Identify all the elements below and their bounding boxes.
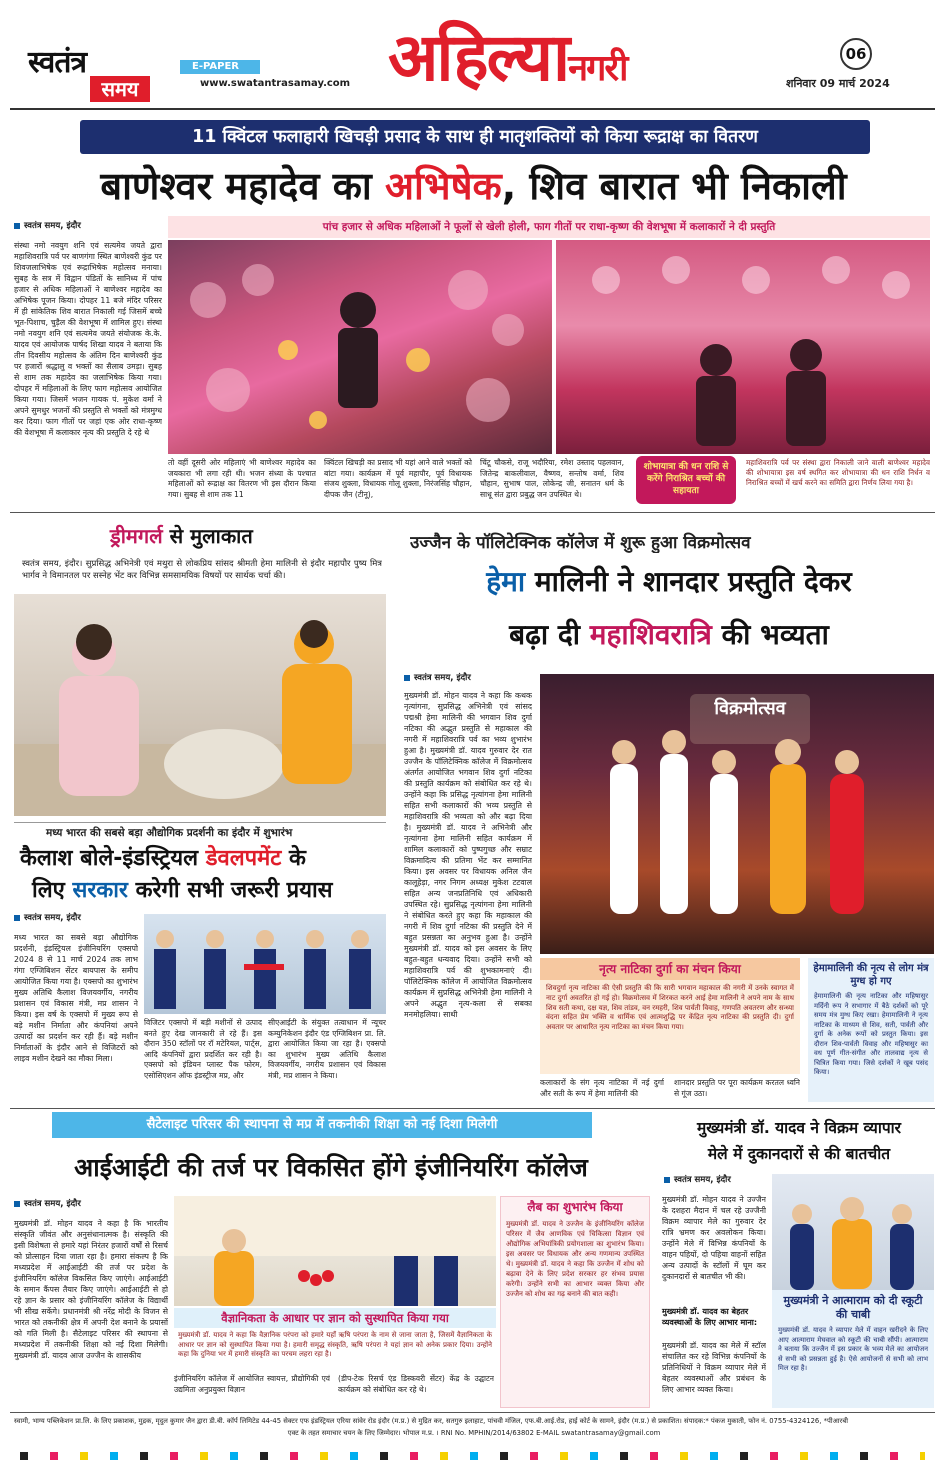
divider-1 <box>10 512 935 513</box>
story3-box2-title: हेमामालिनी की नृत्य से लोग मंत्र मुग्ध हो गए <box>813 963 929 987</box>
story1-body: संस्था नमो नवयुग शनि एवं सत्यमेव जयते द्वारा महाशिवरात्रि पर्व पर बाणगंगा स्थित बाणेश्वरी कुंड पर शिवजलाभिषेक एवं रूद्राभिषेक महोत्सव मनाया। सुबह के सत्र में विद्वान पंडितों के सानिध्य में पांच हजार से अधिक महिलाओं ने बाणेश्वर महादेव का अभिषेक पूजन किया। दोपहर 11 बजे मंदिर परिसर में ही सांकेतिक शिव बारात निकाली गई जिसमें बच्चे भूत-पिशाच, चुड़ैल की वेशभूषा में शामिल हुए। संस्था नमो नवयुग शनि एवं सत्यमेव जयते संयोजक के.के. यादव एवं आयोजक पार्षद शिखा यादव ने बताया कि तीन दिवसीय महोत्सव के अंतिम दिन बाणेश्वरी कुंड पर हजारों श्रद्धालु व भक्तों का सैलाब उमड़ा। सुबह से शाम तक महादेव का जलाभिषेक किया गया। दोपहर में महिलाओं के लिए फाग महोत्सव आयोजित किया गया। जिसमें भजन गायक पं. मुकेश वर्मा ने अपने सुमधुर भजनों की प्रस्तुति से भक्तों को मंत्रमुग्ध कर दिया। फाग गीतों पर जहां एक ओर राधा-कृष्ण की वेशभूषा में कलाकार नृत्य की प्रस्तुति दे रहे थे <box>14 241 162 437</box>
story4-line2-b: सरकार <box>72 878 128 903</box>
story6-photo-caption: मुख्यमंत्री ने आत्माराम को दी स्कूटी की चाबी <box>783 1294 923 1321</box>
story1-headline <box>16 160 931 212</box>
story2-head-a: ड्रीमगर्ल <box>110 524 163 548</box>
story4-line1 <box>20 844 306 874</box>
story1-badge1-text: शोभायात्रा की धन राशि से करेंगे निराश्रित बच्चों की सहायता <box>643 462 729 496</box>
story1-col2: तो वहीं दूसरी ओर महिलाएं भी बाणेश्वर महादेव का जयकारा भी लगा रही थी। भजन संध्या के पश्चात महिलाओं को रूद्राक्ष का वितरण भी इस दौरान किया गया। सुबह से शाम तक 11 <box>168 458 316 499</box>
story5-kicker: सैटेलाइट परिसर की स्थापना से मप्र में तकनीकी शिक्षा को नई दिशा मिलेगी <box>146 1117 498 1132</box>
story4-line1-b: डेवलपमेंट <box>205 846 282 871</box>
story5-caption-tail1: इंजीनियरिंग कॉलेज में आयोजित स्वायत्त, प्रौद्योगिकी एवं उद्यमिता अनुप्रयुक्त विज्ञान <box>174 1374 330 1394</box>
story4-line1-a: कैलाश बोले-इंडस्ट्रियल <box>20 846 206 871</box>
footer-divider <box>10 1412 935 1413</box>
story3-box1-title: नृत्य नाटिका दुर्गा का मंचन किया <box>540 958 800 980</box>
iit-photo-art <box>174 1196 496 1306</box>
story3-box2 <box>808 958 934 1102</box>
story4-kicker: मध्य भारत की सबसे बड़ा औद्योगिक प्रदर्शनी का इंदौर में शुभारंभ <box>46 827 293 839</box>
story5-caption-tail2: (डीप-टेक रिसर्च एंड डिस्कवरी सेंटर) केंद्र के उद्घाटन कार्यक्रम को संबोधित कर रहे थे। <box>338 1374 494 1394</box>
story3-line2-c: की भव्यता <box>711 618 829 651</box>
story3-byline: स्वतंत्र समय, इंदौर <box>404 672 471 683</box>
brand-bottom-box <box>90 76 150 102</box>
story3-box1-tail2: शानदार प्रस्तुति पर पूरा कार्यक्रम करतल ध्वनि से गूंज उठा। <box>674 1078 800 1098</box>
registration-marks <box>20 1452 925 1460</box>
story5-headline: आईआईटी की तर्ज पर विकसित होंगे इंजीनियरिंग कॉलेज <box>74 1153 588 1182</box>
story6-byline: स्वतंत्र समय, इंदौर <box>664 1174 731 1185</box>
epaper-badge: E-PAPER <box>180 60 260 74</box>
story4-byline: स्वतंत्र समय, इंदौर <box>14 912 81 923</box>
story3-line2 <box>404 612 934 658</box>
issue-date: शनिवार 09 मार्च 2024 <box>786 77 890 90</box>
story3-body: मुख्यमंत्री डॉ. मोहन यादव ने कहा कि कथक नृत्यांगना, सुप्रसिद्ध अभिनेत्री एवं सांसद पद्मश्री हेमा मालिनी की भगवान शिव दुर्गा नटिका की अद्भुत प्रस्तुति से महाकाल की नगरी में महाशिवरात्रि पर्व का भव्य शुभारंभ हुआ है। मुख्यमंत्री डॉ. यादव गुरुवार देर रात उज्जैन के पॉलिटेक्निक कॉलेज में विक्रमोत्सव अंतर्गत आयोजित भगवान शिव दुर्गा नटिका की प्रस्तुति कार्यक्रम को संबोधित कर रहे थे। उन्होंने कहा कि प्रसिद्ध नृत्यांगना हेमा मालिनी सहित सभी कलाकारों की भव्य प्रस्तुति से महाशिवरात्रि की भव्यता को और बढ़ा दिया है। मुख्यमंत्री डॉ. यादव ने अभिनेत्री और नृत्यांगना हेमा मालिनी सहित कार्यक्रम में शामिल कलाकारों को पुष्पगुच्छ और सम्राट विक्रमादित्य की प्रतिमा भेंट कर सम्मानित किया। इस अवसर पर विधायक अनिल जैन कालूहेड़ा, नगर निगम अध्यक्ष मुकेश टटवाल सहित अन्य जनप्रतिनिधि एवं अधिकारी उपस्थित रहे। सुप्रसिद्ध नृत्यांगना हेमा मालिनी ने संबोधित करते हुए कहा कि महाकाल की नगरी में शिव दुर्गा नटिका की प्रस्तुति देने में बहुत प्रसन्नता का अनुभव हुआ है। उन्होंने मुख्यमंत्री डॉ. यादव को इस अवसर के लिए बहुत-बहुत धन्यवाद दिया। उन्होंने सभी को महाशिवरात्रि पर्व की शुभकामनाएं दी। पॉलिटेक्निक कॉलेज में आयोजित विक्रमोत्सव कार्यक्रम में सुप्रसिद्ध अभिनेत्री हेमा मालिनी ने अपने अद्भुत नृत्य-कला से सबका मनमोहलिया। साथी <box>404 691 532 1019</box>
story4-line1-c: के <box>281 846 306 871</box>
story5-photo <box>174 1196 496 1306</box>
brand-top: स्वतंत्र <box>28 45 87 80</box>
story5-caption-body: मुख्यमंत्री डॉ. यादव ने कहा कि वैज्ञानिक परंपरा को हमारे यहाँ ऋषि परंपरा के नाम से जाना जाता है, जिसमें वैज्ञानिकता के आधार पर ज्ञान को सुस्थापित किया गया है। हमारी समृद्ध संस्कृति, ऋषि परंपरा ने यहां ज्ञान को अनेक प्रकार दिया। उन्होंने कहा कि दुनिया भर में हमारी संस्कृति का परचम लहरा रहा है। <box>178 1331 492 1359</box>
paper-title <box>388 18 626 109</box>
story3-line2-a: बढ़ा दी <box>509 618 590 651</box>
meeting-photo-art <box>14 594 386 816</box>
story1-badge1 <box>636 456 736 504</box>
story6-photo-caption-box <box>772 1290 934 1408</box>
brand-bottom: समय <box>101 77 139 101</box>
story6-subhead: मुख्यमंत्री डॉ. यादव का बेहतर व्यवस्थाओं के लिए आभार माना: <box>662 1307 758 1327</box>
story2-head-b: से मुलाकात <box>162 524 253 548</box>
story6-headline2: मेले में दुकानदारों से की बातचीत <box>707 1145 891 1163</box>
story3-box1-tail: कलाकारों के संग नृत्य नाटिका में नई दुर्गा और सती के रूप में हेमा मालिनी की <box>540 1078 664 1098</box>
story6-body2: मुख्यमंत्री डॉ. यादव का मेले में स्टॉल संचालित कर रहे विभिन्न कंपनियों के प्रतिनिधियों ने विक्रम व्यापार मेले में बेहतर व्यवस्थाओं और प्रबंधन के लिए आभार व्यक्त किया। <box>662 1341 766 1394</box>
story4-line2-c: करेगी सभी जरूरी प्रयास <box>127 878 333 903</box>
story2-photo <box>14 594 386 816</box>
story3-kicker: उज्जैन के पॉलिटेक्निक कॉलेज में शुरू हुआ विक्रमोत्सव <box>410 533 751 553</box>
women-photo-art <box>556 240 930 454</box>
story1-subhead-bar <box>168 216 930 238</box>
story4-col3: सीएआईटी के संयुक्त तत्वाधान में न्यूचर कम्युनिकेशन इंदौर एंड एग्जिबिशन प्रा. लि. द्वारा आयोजित किया जा रहा है। एक्सपो का शुभारंभ मुख्य अतिथि कैलाश विजयवर्गीय, नगरीय प्रशासन एवं विकास मंत्री, मप्र शासन ने किया। <box>268 1018 386 1080</box>
story2-headline <box>110 522 253 549</box>
stage-banner: विक्रमोत्सव <box>714 698 786 719</box>
story4-col2: विजिटर एक्सपो में बड़ी मशीनों से उत्पाद बनते हुए देख जानकारी ले रहे हैं। इस दौरान 350 स्टॉलों पर रॉ मटेरियल, पार्ट्स, आदि कंपनियों द्वारा प्रदर्शित कर रही है। एक्सपो को इंडियन प्लास्ट पैक फोरम, एसोसिएशन ऑफ इंडस्ट्रीज मप्र, और <box>144 1018 262 1080</box>
story6-body: मुख्यमंत्री डॉ. मोहन यादव ने उज्जैन के दशहरा मैदान में चल रहे उज्जैनी विक्रम व्यापार मेले का गुरुवार देर रात्रि भ्रमण कर अवलोकन किया। उन्होंने मेले में विभिन्न कंपनियों के वाहन पहियों, दो पहिया वाहनों सहित अन्य उत्पादों के स्टॉलों में घूम कर दुकानदारों से बातचीत भी की। <box>662 1195 766 1281</box>
story1-kicker: 11 क्विंटल फलाहारी खिचड़ी प्रसाद के साथ ही मातृशक्तियों को किया रूद्राक्ष का वितरण <box>192 127 758 147</box>
story1-byline: स्वतंत्र समय, इंदौर <box>14 220 81 231</box>
story4-photo <box>144 914 386 1014</box>
story1-headline-c: , शिव बारात भी निकाली <box>501 164 847 208</box>
story2-intro: स्वतंत्र समय, इंदौर। सुप्रसिद्ध अभिनेत्री एवं मथुरा से लोकप्रिय सांसद श्रीमती हेमा मालिनी से इंदौर महापौर पुष्य मित्र भार्गव ने विमानतल पर सस्नेह भेंट कर विभिन्न समसामयिक विषयों पर सार्थक चर्चा की। <box>22 559 382 581</box>
story5-caption-title: वैज्ञानिकता के आधार पर ज्ञान को सुस्थापित किया गया <box>174 1308 496 1328</box>
crowd-photo-art <box>168 240 552 454</box>
story4-line2 <box>32 876 333 906</box>
website-link[interactable]: www.swatantrasamay.com <box>200 78 351 89</box>
story5-byline: स्वतंत्र समय, इंदौर <box>14 1198 81 1209</box>
story3-box1-body: शिवदुर्गा नृत्य नाटिका की ऐसी प्रस्तुति की कि सारी भगवान महाकाल की नगरी में उनके स्वागत में नाट दुर्गा अवतरित हो गई हो। विक्रमोत्सव में शिरकत करने आई हेमा मालिनी ने अपने नाम के साथ शिव सती कथा, दक्ष यज्ञ, शिव तांडव, वन रमहरी, शिव पार्वती विवाह, गणपति अवतरण और सन्ध्या वंदना सहित प्रेम भक्ति व धार्मिक एवं आत्मशुद्धि पर केंद्रित नृत्य नाटिका की प्रस्तुति दी। दुर्गा अवतार पर आधारित नृत्य नाटिका का मंचन किया गया। <box>546 984 794 1032</box>
page-number: 06 <box>840 38 872 70</box>
scooty-photo-art <box>772 1174 934 1290</box>
story5-box-body: मुख्यमंत्री डॉ. यादव ने उज्जैन के इंजीनियरिंग कॉलेज परिसर में जैव आणविक एवं चिकित्सा विज्ञान एवं औद्योगिक अभियांत्रिकी प्रयोगशाला का शुभारंभ किया। इस अवसर पर विधायक और अन्य गणमान्य उपस्थित थे। मुख्यमंत्री डॉ. यादव ने कहा कि उज्जैन में शोध को बढ़ावा देने के लिए प्रदेश सरकार हर संभव प्रयास करेगी। उन्होंने सभी का आभार व्यक्त किया और उज्जैन को शोध का गढ़ बनाने की बात कही। <box>506 1220 644 1298</box>
story3-line1 <box>404 560 934 604</box>
story5-box-title: लैब का शुभारंभ किया <box>527 1200 623 1214</box>
paper-title-sub: नगरी <box>568 48 627 89</box>
footer-line1: स्वामी, भाग्य पब्लिकेशन प्रा.लि. के लिए प्रकाशक, मुद्रक, मृदुल कुमार जैन द्वारा डी.बी. कॉर्प लिमिटेड 44-45 सेक्टर एफ इंडस्ट्रियल एरिया सांवेर रोड इंदौर (म.प्र.) से मुद्रित कर, सतगुरु इलाहाट, पांचवी मंजिल, एफ.बी.आई.रोड, हाई कोर्ट के सामने, इंदौर (म.प्र.) से प्रकाशित। संपादक:* पंकज मुकाती, फोन नं. 0755-4324126, *पीआरबी <box>14 1417 848 1425</box>
story5-body: मुख्यमंत्री डॉ. मोहन यादव ने कहा है कि भारतीय संस्कृति जीवंत और अनुसंधानात्मक है। संस्कृति की इसी विशेषता से हमारे यहां निरंतर हजारों वर्षों से रिसर्च को प्रोत्साहन दिया जाता रहा है। हमारा संकल्प है कि मध्यप्रदेश में आईआईटी की तर्ज पर प्रदेश के इंजीनियरिंग कॉलेज विकसित किए जाएंगे। आईआईटी के समान कैंपस तैयार किए जाएंगे। आईआईटी से हो रहे ज्ञान के प्रसार को इंजीनियरिंग कॉलेज के विद्यार्थी भी सीख सकेंगे। प्रधानमंत्री श्री नरेंद्र मोदी के विजन से भारत को तकनीकी क्षेत्र में अपनी देश बनाने के प्रयासों को गति मिली है। सैटेलाइट परिसर की स्थापना से मध्यप्रदेश में तकनीकी शिक्षा को नई दिशा मिलेगी। मुख्यमंत्री डॉ. यादव आज उज्जैन के शासकीय <box>14 1219 168 1360</box>
story3-line2-b: महाशिवरात्रि <box>589 618 712 651</box>
story1-headline-b: अभिषेक <box>384 164 502 208</box>
story1-photo-crowd <box>168 240 552 454</box>
story3-box1 <box>540 958 800 1074</box>
brand-logo <box>28 40 156 106</box>
footer-line2: एक्ट के तहत समाचार चयन के लिए जिम्मेदार। भोपाल म.प्र. । RNI No. MPHIN/2014/63802 E-MAIL swatantrasamay@gmail.com <box>287 1429 661 1437</box>
story6-photo-body: मुख्यमंत्री डॉ. यादव ने व्यापार मेले में वाहन खरीदने के लिए आए आत्माराम मेघवाल को स्कूटी की चाबी सौंपी। आत्माराम ने बताया कि उज्जैन में इस प्रकार के भव्य मेले का आयोजन से सभी को प्रसन्नता हुई है। ऐसे आयोजनों से सभी को लाभ मिल रहा है। <box>778 1326 928 1373</box>
story1-col3: क्विंटल खिचड़ी का प्रसाद भी यहां आने वाले भक्तों को बांटा गया। कार्यक्रम में पूर्व महापौर, पूर्व विधायक संजय शुक्ला, विधायक गोलू शुक्ला, निरंजसिंह चौहान, दीपक जैन (टीनू), <box>324 458 472 499</box>
story6-headline1: मुख्यमंत्री डॉ. यादव ने विक्रम व्यापार <box>696 1119 902 1137</box>
story3-line1-b: मालिनी ने शानदार प्रस्तुति देकर <box>525 565 852 598</box>
story1-subhead: पांच हजार से अधिक महिलाओं ने फूलों से खेली होली, फाग गीतों पर राधा-कृष्ण की वेशभूषा में कलाकारों ने दी प्रस्तुति <box>322 221 776 233</box>
masthead-divider <box>10 108 935 110</box>
story1-badge2: महाशिवरात्रि पर्व पर संस्था द्वारा निकाली जाने वाली बाणेश्वर महादेव की शोभायात्रा इस वर्ष स्थगित कर शोभायात्रा की धन राशि निर्धन व निराश्रित बच्चों में खर्च करने का समिति द्वारा निर्णय लिया गया है। <box>746 458 930 487</box>
story4-body: मध्य भारत का सबसे बड़ा औद्योगिक प्रदर्शनी, इंडस्ट्रियल इंजीनियरिंग एक्सपो 2024 8 से 11 मार्च 2024 तक लाभ गंगा एग्जिबिशन सेंटर बायपास के समीप आयोजित किया गया है। एक्सपो का शुभारंभ मुख्य अतिथि कैलाश विजयवर्गीय, नगरीय प्रशासन एवं विकास मंत्री, मप्र शासन ने किया। इस वर्ष के एक्सपो में मुख्य रूप से बड़े मशीन निर्माता और कंपनियां अपने उत्पादों का प्रदर्शन कर रही हैं। बड़े मशीन निर्माताओं के इंदौर आने से विजिटरों को लाइव मशीन देखने का मौका मिला। <box>14 933 138 1063</box>
story4-line2-a: लिए <box>32 878 73 903</box>
story5-caption-box <box>174 1308 496 1408</box>
story1-photo-women <box>556 240 930 454</box>
story1-kicker-bar <box>80 120 870 154</box>
story3-photo <box>540 674 934 954</box>
story5-side-box <box>500 1196 650 1408</box>
story1-col4: चिंटू चौकसे, राजू भदौरिया, रमेश उस्ताद पहलवान, जितेन्द्र बाकलीवाल, वैष्णव, सन्तोष वर्मा, शिव चौहान, सुभाष पाल, लोकेन्द्र जी, सनातन धर्म के साधू संत द्वारा प्रबुद्ध जन उपस्थित थे। <box>480 458 624 499</box>
expo-photo-art <box>144 914 386 1014</box>
paper-title-main: अहिल्या <box>388 19 569 96</box>
divider-3 <box>10 1108 935 1109</box>
story6-photo <box>772 1174 934 1290</box>
masthead <box>0 0 945 115</box>
divider-2 <box>14 822 386 823</box>
story5-kicker-bar <box>52 1112 592 1138</box>
story3-box2-body: हेमामालिनी की नृत्य नाटिका और महिषासुर मर्दिनी रूप ने सभागार में बैठे दर्शकों को पूरे समय मंत्र मुग्ध किए रखा। हेमामालिनी ने नृत्य नाटिका के माध्यम से शिव, सती, पार्वती और दुर्गा के अनेक रूपों को प्रस्तुत किया। इस दौरान शिव-पार्वती विवाह और महिषासुर का वध पूर्ण गीत-संगीत और तालवाद्य नृत्य से चित्रित किया गया। जिसे दर्शकों ने खूब पसंद किया। <box>814 992 928 1076</box>
story1-headline-a: बाणेश्वर महादेव का <box>100 164 385 208</box>
story3-line1-a: हेमा <box>486 565 526 598</box>
